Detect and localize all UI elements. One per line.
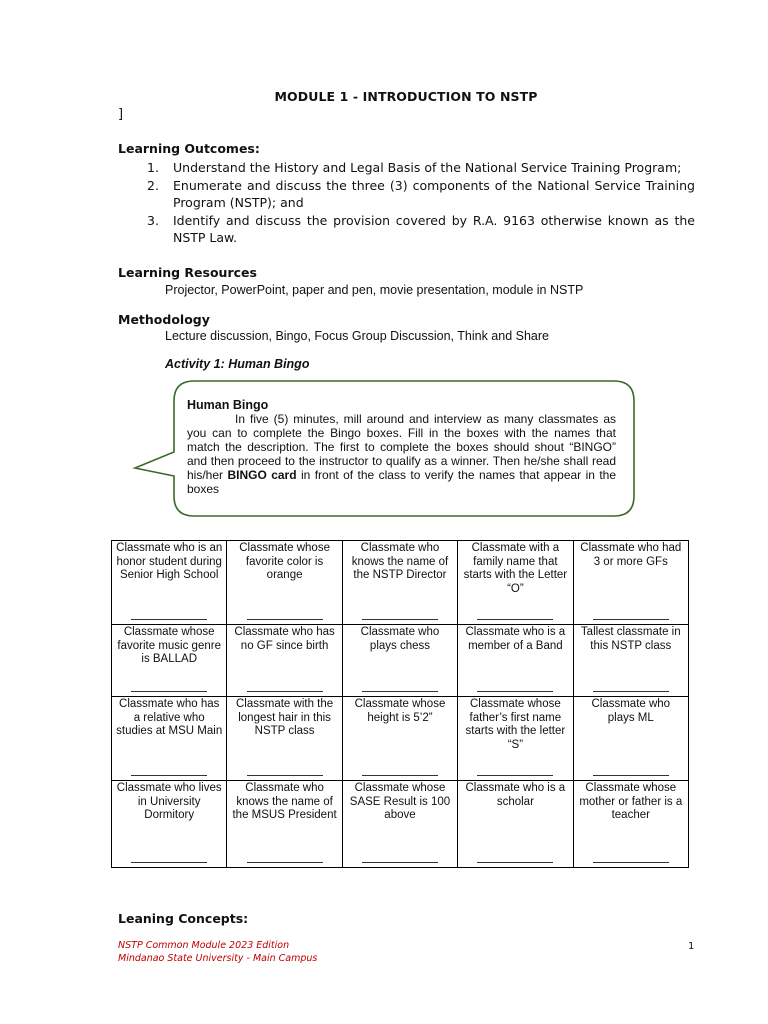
bingo-cell[interactable]: Classmate who has no GF since birth: [227, 625, 342, 697]
bingo-cell[interactable]: Classmate whose height is 5’2”: [342, 697, 457, 781]
outcome-item: 2. Enumerate and discuss the three (3) components of the National Service Training Program (NSTP); and: [147, 177, 695, 210]
activity-title: Activity 1: Human Bingo: [165, 357, 310, 371]
bingo-cell[interactable]: Classmate who lives in University Dormitory: [112, 781, 227, 868]
name-blank[interactable]: [593, 691, 669, 692]
bingo-cell[interactable]: Classmate who is an honor student during Senior High School: [112, 541, 227, 625]
name-blank[interactable]: [362, 862, 438, 863]
bingo-cell[interactable]: Classmate whose favorite color is orange: [227, 541, 342, 625]
name-blank[interactable]: [247, 619, 323, 620]
bubble-bold-text: BINGO card: [227, 468, 297, 482]
stray-bracket: ]: [118, 107, 124, 122]
outcome-item: 3. Identify and discuss the provision covered by R.A. 9163 otherwise known as the NSTP Law.: [147, 212, 695, 245]
module-title: MODULE 1 - INTRODUCTION TO NSTP: [274, 89, 538, 104]
name-blank[interactable]: [362, 619, 438, 620]
footer-university: Mindanao State University - Main Campus: [118, 953, 318, 964]
name-blank[interactable]: [477, 862, 553, 863]
bingo-table: [111, 540, 689, 868]
name-blank[interactable]: [131, 862, 207, 863]
bingo-cell[interactable]: Classmate with the longest hair in this NSTP class: [227, 697, 342, 781]
methodology-heading: Methodology: [118, 312, 210, 327]
name-blank[interactable]: [593, 775, 669, 776]
bingo-cell[interactable]: Classmate who has a relative who studies at MSU Main: [112, 697, 227, 781]
bingo-cell[interactable]: Classmate whose SASE Result is 100 above: [342, 781, 457, 868]
name-blank[interactable]: [131, 619, 207, 620]
bingo-cell[interactable]: Classmate who knows the name of the NSTP Director: [342, 541, 457, 625]
name-blank[interactable]: [593, 862, 669, 863]
bubble-text-before: In five (5) minutes, mill around and interview as many classmates as you can to complete the Bingo boxes. Fill in the boxes with the names that match the description. The first to complete the boxes should shout “BINGO” and then proceed to the instructor to qualify as a winner. Then he/she shall read his/her: [187, 412, 616, 482]
bingo-cell[interactable]: Classmate who knows the name of the MSUS President: [227, 781, 342, 868]
name-blank[interactable]: [247, 775, 323, 776]
footer-edition: NSTP Common Module 2023 Edition: [118, 940, 290, 951]
learning-resources-heading: Learning Resources: [118, 265, 257, 280]
bingo-cell[interactable]: Classmate whose favorite music genre is BALLAD: [112, 625, 227, 697]
table-row: [112, 781, 689, 868]
name-blank[interactable]: [593, 619, 669, 620]
bingo-cell[interactable]: Tallest classmate in this NSTP class: [573, 625, 688, 697]
name-blank[interactable]: [477, 691, 553, 692]
page-number: 1: [688, 941, 695, 952]
leaning-concepts-heading: Leaning Concepts:: [118, 911, 249, 926]
name-blank[interactable]: [247, 691, 323, 692]
table-row: [112, 625, 689, 697]
name-blank[interactable]: [362, 691, 438, 692]
bingo-cell[interactable]: Classmate whose father’s first name starts with the letter “S”: [458, 697, 573, 781]
bingo-cell[interactable]: Classmate who had 3 or more GFs: [573, 541, 688, 625]
bingo-cell[interactable]: Classmate who is a scholar: [458, 781, 573, 868]
outcome-item: 1. Understand the History and Legal Basis of the National Service Training Program;: [147, 160, 682, 175]
bingo-cell[interactable]: Classmate who plays ML: [573, 697, 688, 781]
methodology-text: Lecture discussion, Bingo, Focus Group Discussion, Think and Share: [165, 329, 549, 343]
name-blank[interactable]: [131, 775, 207, 776]
bingo-cell[interactable]: Classmate who plays chess: [342, 625, 457, 697]
bubble-title: Human Bingo: [187, 398, 269, 412]
name-blank[interactable]: [362, 775, 438, 776]
name-blank[interactable]: [131, 691, 207, 692]
table-row: [112, 541, 689, 625]
name-blank[interactable]: [247, 862, 323, 863]
bubble-text-after: in front of the class to verify the names that appear in the boxes: [187, 468, 617, 496]
name-blank[interactable]: [477, 619, 553, 620]
learning-resources-text: Projector, PowerPoint, paper and pen, movie presentation, module in NSTP: [165, 283, 584, 297]
bingo-cell[interactable]: Classmate who is a member of a Band: [458, 625, 573, 697]
table-row: [112, 697, 689, 781]
bingo-cell[interactable]: Classmate with a family name that starts with the Letter “O”: [458, 541, 573, 625]
bingo-cell[interactable]: Classmate whose mother or father is a teacher: [573, 781, 688, 868]
name-blank[interactable]: [477, 775, 553, 776]
learning-outcomes-heading: Learning Outcomes:: [118, 141, 260, 156]
bubble-content: [187, 398, 616, 496]
